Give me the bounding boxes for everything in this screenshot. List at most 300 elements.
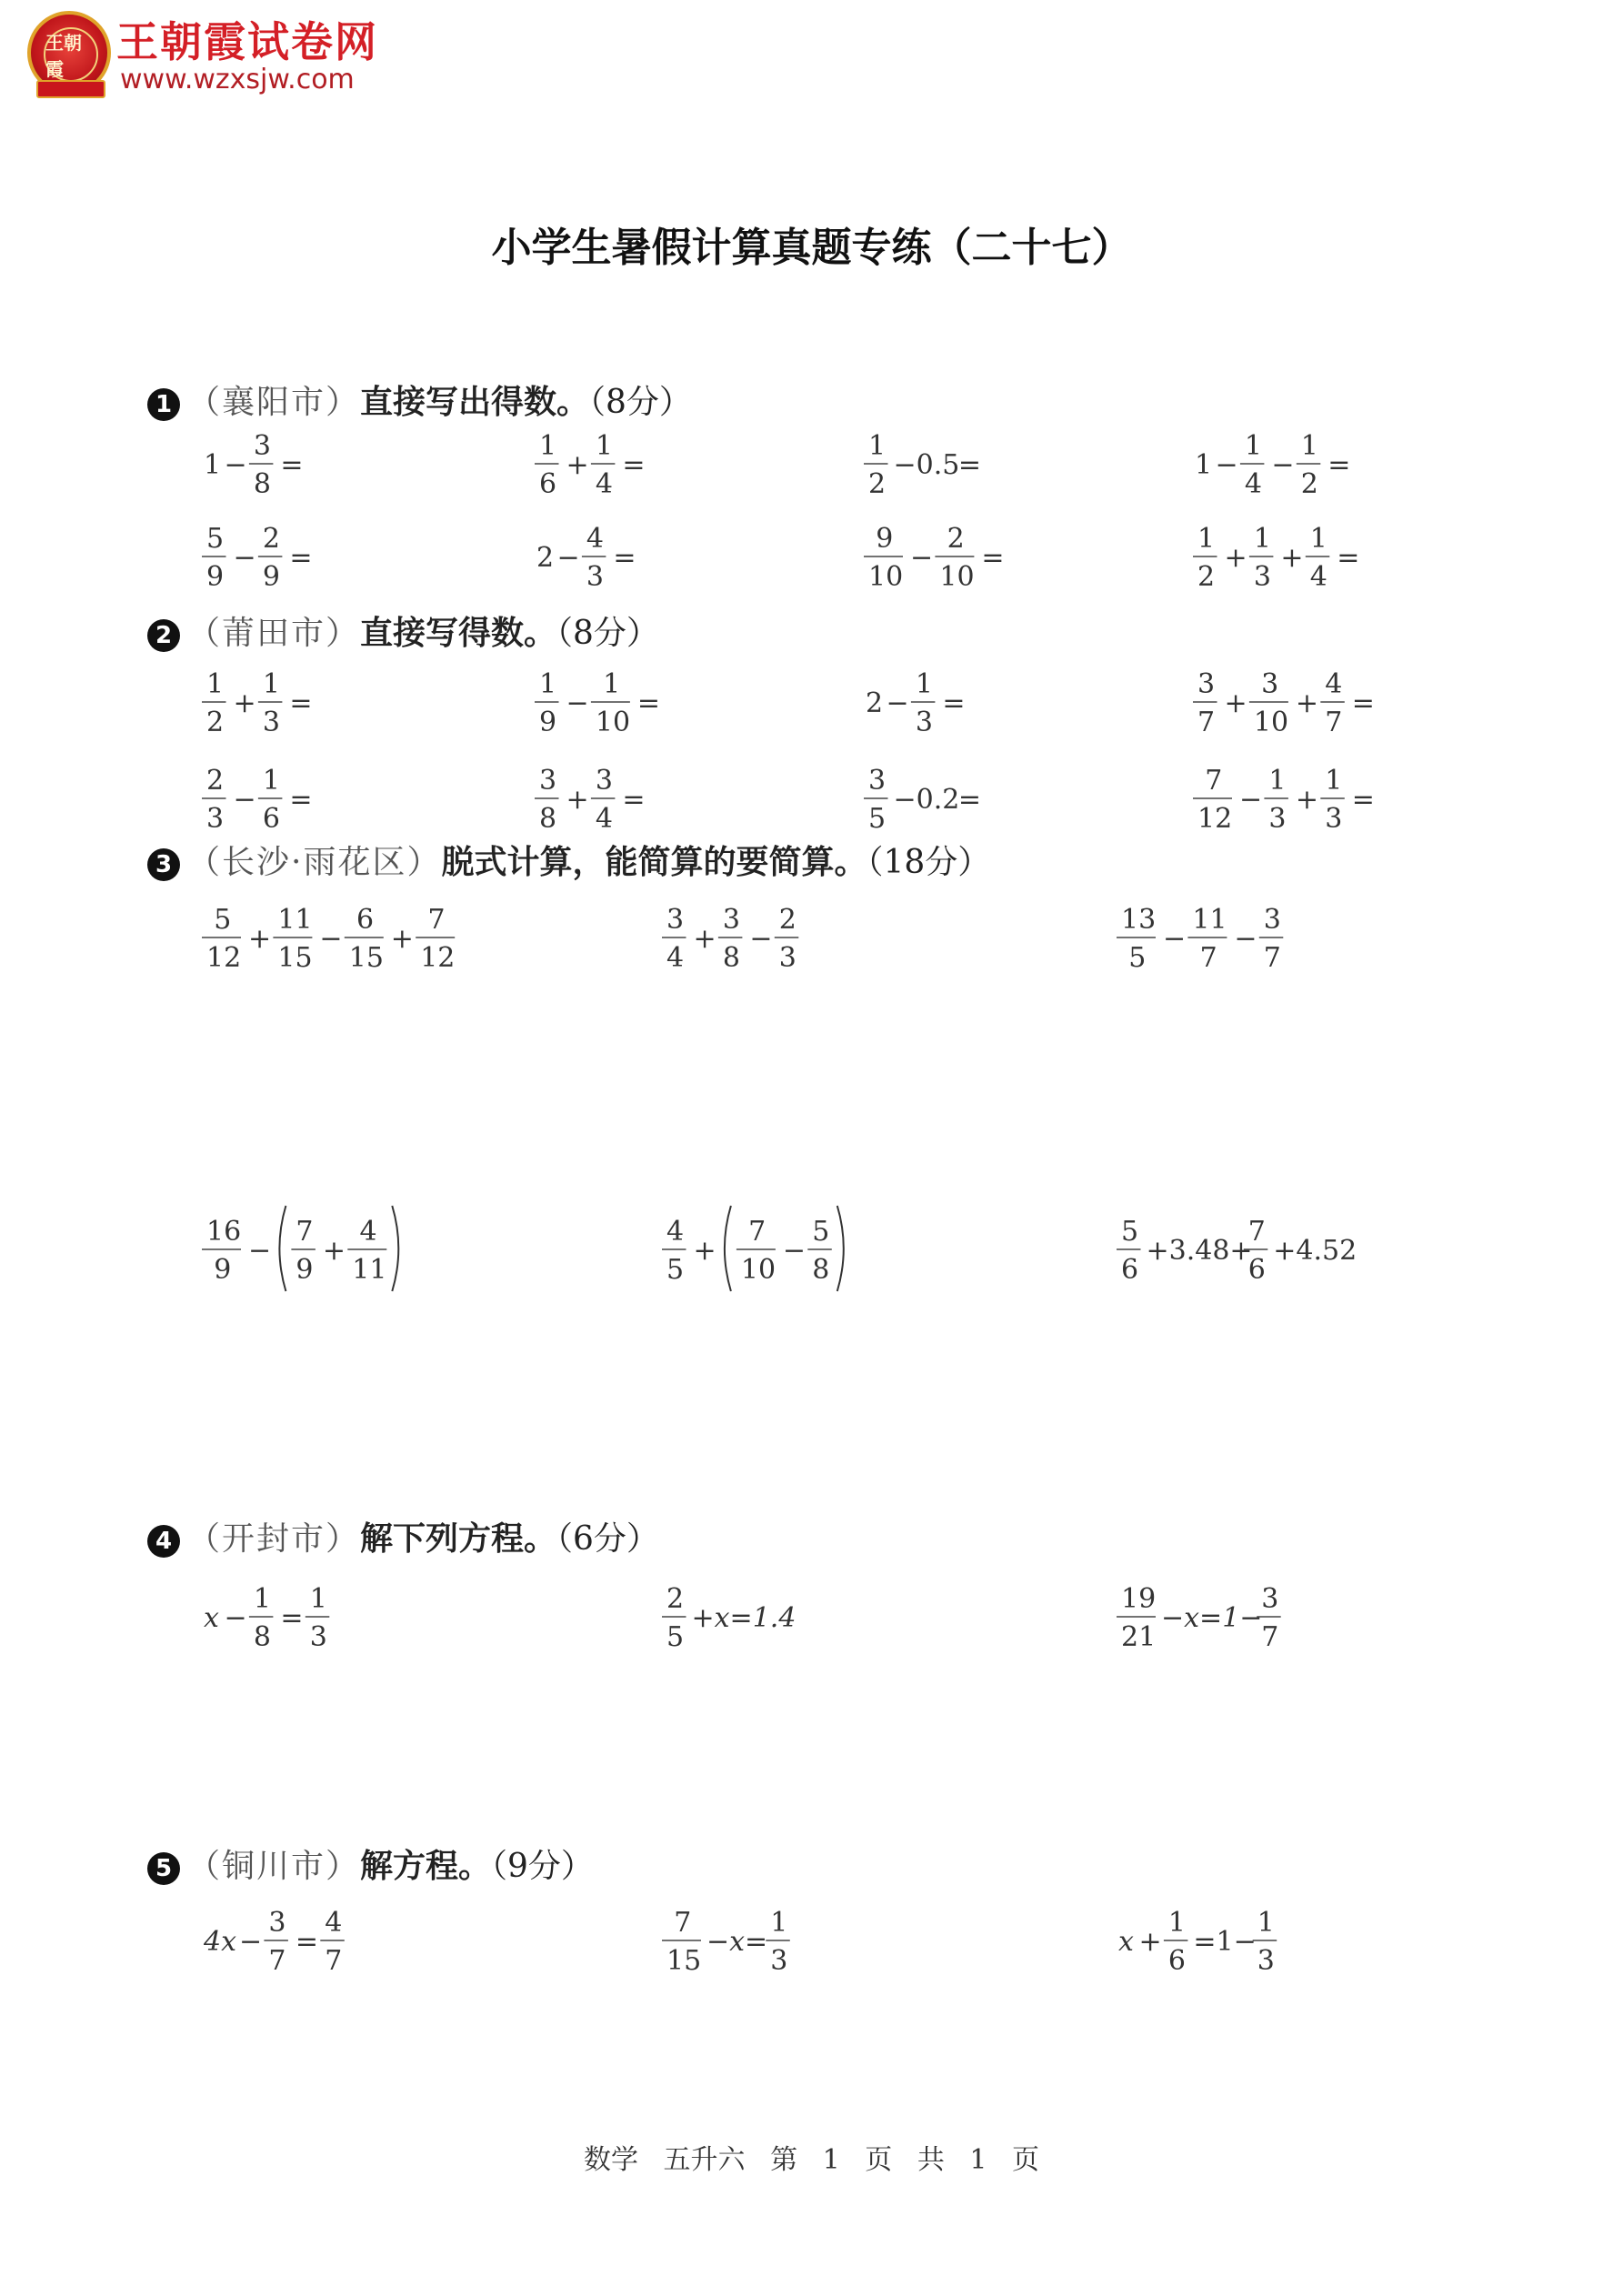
brand-url: www.wzxsjw.com bbox=[120, 64, 355, 95]
fraction bbox=[666, 1216, 684, 1286]
fraction-denominator: 8 bbox=[812, 1254, 830, 1286]
fraction-denominator: 4 bbox=[1309, 561, 1327, 593]
term: 2 bbox=[866, 687, 884, 719]
fraction-numerator: 4 bbox=[586, 523, 604, 555]
equation bbox=[662, 1907, 790, 1977]
operator: + bbox=[1295, 784, 1319, 816]
fraction-denominator: 12 bbox=[420, 942, 456, 974]
fraction bbox=[779, 904, 796, 974]
expression bbox=[864, 430, 981, 500]
fraction bbox=[352, 1216, 386, 1286]
fraction-denominator: 6 bbox=[1167, 1945, 1186, 1977]
term: −x= bbox=[706, 1926, 768, 1958]
fraction-denominator: 4 bbox=[1244, 468, 1262, 500]
fraction bbox=[586, 523, 604, 593]
fraction-denominator: 2 bbox=[1300, 468, 1318, 500]
fraction-numerator: 7 bbox=[427, 904, 446, 936]
fraction bbox=[770, 1907, 787, 1977]
fraction-denominator: 8 bbox=[253, 468, 271, 500]
fraction-denominator: 8 bbox=[539, 803, 557, 835]
fraction-numerator: 1 bbox=[603, 668, 621, 700]
operator: + bbox=[1295, 687, 1319, 719]
footer-subject: 数学 bbox=[584, 2144, 638, 2176]
fraction bbox=[263, 523, 280, 593]
fraction-denominator: 10 bbox=[595, 707, 631, 738]
fraction-numerator: 1 bbox=[1300, 430, 1318, 462]
fraction-denominator: 9 bbox=[296, 1254, 314, 1286]
fraction-numerator: 1 bbox=[770, 1907, 788, 1939]
section-city: （襄阳市） bbox=[187, 384, 361, 421]
operator: = bbox=[295, 1926, 319, 1958]
fraction-numerator: 3 bbox=[268, 1907, 286, 1939]
expression bbox=[864, 523, 1005, 593]
fraction-numerator: 4 bbox=[666, 1216, 685, 1248]
fraction-denominator: 4 bbox=[666, 942, 685, 974]
fraction-numerator: 7 bbox=[296, 1216, 314, 1248]
section-number: 4 bbox=[147, 1525, 180, 1558]
fraction-numerator: 2 bbox=[947, 523, 965, 555]
logo-emblem: 王朝霞 bbox=[44, 27, 98, 82]
expression bbox=[535, 668, 660, 738]
fraction-denominator: 5 bbox=[666, 1254, 685, 1286]
expression bbox=[204, 430, 304, 500]
fraction-numerator: 1 bbox=[1268, 765, 1287, 797]
section-instruction: 解下列方程。 bbox=[360, 1520, 557, 1558]
operator: − bbox=[319, 923, 343, 955]
operator: − bbox=[248, 1235, 272, 1267]
fraction bbox=[723, 904, 740, 974]
fraction-denominator: 4 bbox=[595, 803, 613, 835]
term: +3.48+ bbox=[1146, 1235, 1253, 1267]
fraction-numerator: 1 bbox=[539, 430, 557, 462]
equation bbox=[662, 1583, 796, 1653]
expression bbox=[535, 430, 646, 500]
operator: + bbox=[693, 923, 716, 955]
expression bbox=[202, 668, 313, 738]
fraction-numerator: 1 bbox=[253, 1583, 271, 1615]
operator: = bbox=[1327, 449, 1351, 481]
operator: + bbox=[693, 1235, 716, 1267]
fraction-denominator: 6 bbox=[539, 468, 557, 500]
operator: + bbox=[1224, 687, 1247, 719]
fraction-denominator: 8 bbox=[253, 1621, 271, 1653]
expression bbox=[866, 668, 966, 738]
operator: = bbox=[1337, 542, 1360, 574]
left-paren bbox=[279, 1206, 286, 1291]
section-points: （8分） bbox=[556, 615, 659, 652]
operator: + bbox=[248, 923, 272, 955]
fraction-numerator: 1 bbox=[1197, 523, 1216, 555]
operator: = bbox=[957, 449, 982, 481]
expression bbox=[536, 523, 636, 593]
fraction-numerator: 3 bbox=[595, 765, 613, 797]
operator: + bbox=[1280, 542, 1304, 574]
operator: + bbox=[566, 784, 589, 816]
fraction bbox=[1264, 904, 1281, 974]
fraction-numerator: 1 bbox=[1309, 523, 1327, 555]
fraction-denominator: 7 bbox=[325, 1945, 343, 1977]
fraction-denominator: 10 bbox=[740, 1254, 776, 1286]
fraction bbox=[277, 904, 312, 974]
page-footer bbox=[0, 2137, 1623, 2177]
fraction-numerator: 1 bbox=[206, 668, 225, 700]
expression bbox=[1193, 668, 1375, 738]
fraction bbox=[206, 523, 224, 593]
fraction-numerator: 7 bbox=[1247, 1216, 1266, 1248]
operator: + bbox=[566, 449, 589, 481]
fraction-numerator: 5 bbox=[812, 1216, 830, 1248]
fraction-denominator: 7 bbox=[1261, 1621, 1279, 1653]
fraction bbox=[254, 1583, 271, 1653]
fraction-denominator: 3 bbox=[309, 1621, 327, 1653]
section-city: （铜川市） bbox=[187, 1848, 361, 1885]
section-points: （18分） bbox=[867, 844, 991, 881]
operator: = bbox=[1351, 687, 1375, 719]
fraction-denominator: 7 bbox=[1263, 942, 1281, 974]
fraction-numerator: 7 bbox=[1205, 765, 1223, 797]
fraction bbox=[539, 668, 556, 738]
fraction-numerator: 3 bbox=[1197, 668, 1216, 700]
fraction-numerator: 1 bbox=[262, 765, 280, 797]
operator: = bbox=[289, 542, 313, 574]
fraction-denominator: 7 bbox=[268, 1945, 286, 1977]
fraction-denominator: 15 bbox=[277, 942, 313, 974]
section-city: （长沙·雨花区） bbox=[187, 844, 442, 881]
fraction-numerator: 4 bbox=[325, 1907, 343, 1939]
fraction-denominator: 3 bbox=[262, 707, 280, 738]
equation bbox=[1118, 1907, 1277, 1977]
right-paren bbox=[837, 1206, 844, 1291]
fraction-numerator: 3 bbox=[722, 904, 740, 936]
fraction bbox=[1121, 1216, 1138, 1286]
footer-page: 第 1 页 bbox=[770, 2144, 893, 2176]
equation bbox=[1117, 1583, 1281, 1653]
operator: + bbox=[390, 923, 414, 955]
term: +4.52 bbox=[1273, 1235, 1358, 1267]
term: −x=1− bbox=[1161, 1602, 1263, 1634]
operator: = bbox=[1351, 784, 1375, 816]
operator: = bbox=[280, 449, 304, 481]
fraction-numerator: 2 bbox=[262, 523, 280, 555]
fraction-numerator: 2 bbox=[778, 904, 796, 936]
fraction-denominator: 3 bbox=[770, 1945, 788, 1977]
fraction bbox=[939, 523, 974, 593]
fraction bbox=[1168, 1907, 1186, 1977]
fraction-denominator: 3 bbox=[1325, 803, 1343, 835]
fraction bbox=[1301, 430, 1318, 500]
fraction bbox=[1197, 523, 1215, 593]
fraction bbox=[206, 904, 241, 974]
fraction-numerator: 3 bbox=[1263, 904, 1281, 936]
operator: − bbox=[749, 923, 773, 955]
operator: − bbox=[1163, 923, 1187, 955]
section-instruction: 直接写出得数。 bbox=[360, 384, 590, 421]
fraction bbox=[1245, 430, 1262, 500]
section-city: （开封市） bbox=[187, 1520, 361, 1558]
operator: = bbox=[622, 784, 646, 816]
expression bbox=[1193, 523, 1359, 593]
fraction bbox=[1325, 668, 1342, 738]
operator: = bbox=[981, 542, 1005, 574]
fraction bbox=[666, 904, 684, 974]
fraction bbox=[1192, 904, 1227, 974]
fraction bbox=[916, 668, 933, 738]
fraction-numerator: 2 bbox=[666, 1583, 685, 1615]
fraction-numerator: 11 bbox=[1192, 904, 1227, 936]
fraction bbox=[539, 765, 556, 835]
expression bbox=[202, 904, 455, 974]
operator: = bbox=[289, 687, 313, 719]
fraction-numerator: 1 bbox=[539, 668, 557, 700]
fraction-numerator: 3 bbox=[666, 904, 685, 936]
operator: − bbox=[1215, 449, 1238, 481]
fraction bbox=[1197, 765, 1232, 835]
fraction-denominator: 3 bbox=[586, 561, 604, 593]
operator: − bbox=[224, 1602, 247, 1634]
fraction bbox=[868, 430, 886, 500]
operator: − bbox=[1239, 784, 1263, 816]
fraction-denominator: 7 bbox=[1199, 942, 1217, 974]
fraction bbox=[296, 1216, 313, 1286]
section-number: 5 bbox=[147, 1852, 180, 1885]
fraction-numerator: 19 bbox=[1121, 1583, 1157, 1615]
fraction-denominator: 15 bbox=[666, 1945, 702, 1977]
fraction-numerator: 1 bbox=[868, 430, 887, 462]
fraction-denominator: 10 bbox=[939, 561, 975, 593]
fraction-numerator: 3 bbox=[1261, 668, 1279, 700]
fraction-numerator: 1 bbox=[1257, 1907, 1275, 1939]
fraction bbox=[666, 1583, 684, 1653]
term: −0.2 bbox=[893, 784, 960, 816]
section-instruction: 解方程。 bbox=[360, 1848, 492, 1885]
fraction bbox=[596, 668, 630, 738]
expression bbox=[202, 523, 313, 593]
section-points: （8分） bbox=[589, 384, 692, 421]
fraction bbox=[666, 1907, 701, 1977]
fraction-numerator: 16 bbox=[206, 1216, 242, 1248]
section-instruction: 直接写得数。 bbox=[360, 615, 557, 652]
operator: − bbox=[910, 542, 934, 574]
fraction-numerator: 1 bbox=[915, 668, 933, 700]
fraction bbox=[1261, 1583, 1278, 1653]
fraction bbox=[812, 1216, 829, 1286]
fraction-denominator: 10 bbox=[868, 561, 904, 593]
fraction-numerator: 7 bbox=[748, 1216, 766, 1248]
fraction bbox=[420, 904, 455, 974]
term: −0.5 bbox=[893, 449, 960, 481]
fraction-numerator: 11 bbox=[277, 904, 313, 936]
expression bbox=[662, 904, 798, 974]
operator: − bbox=[1271, 449, 1295, 481]
fraction bbox=[868, 765, 886, 835]
fraction-numerator: 13 bbox=[1121, 904, 1157, 936]
operator: − bbox=[566, 687, 589, 719]
fraction-numerator: 7 bbox=[674, 1907, 692, 1939]
fraction-denominator: 5 bbox=[868, 803, 887, 835]
section-instruction: 脱式计算，能简算的要简算。 bbox=[441, 844, 867, 881]
footer-grade: 五升六 bbox=[663, 2144, 746, 2176]
fraction-denominator: 9 bbox=[539, 707, 557, 738]
fraction bbox=[1121, 904, 1156, 974]
fraction-denominator: 11 bbox=[352, 1254, 387, 1286]
term: +x=1.4 bbox=[691, 1602, 796, 1634]
fraction-denominator: 6 bbox=[1121, 1254, 1139, 1286]
expression bbox=[662, 1206, 844, 1291]
operator: + bbox=[233, 687, 256, 719]
expression bbox=[202, 1206, 398, 1291]
section-number: 3 bbox=[147, 848, 180, 881]
fraction-numerator: 3 bbox=[868, 765, 887, 797]
expression bbox=[864, 765, 981, 835]
fraction bbox=[596, 430, 613, 500]
fraction-numerator: 9 bbox=[876, 523, 894, 555]
fraction-numerator: 1 bbox=[1253, 523, 1271, 555]
fraction bbox=[206, 668, 224, 738]
operator: = bbox=[622, 449, 646, 481]
fraction-numerator: 3 bbox=[253, 430, 271, 462]
fraction-numerator: 1 bbox=[262, 668, 280, 700]
fraction-numerator: 5 bbox=[1121, 1216, 1139, 1248]
term: 1 bbox=[1195, 449, 1213, 481]
expression bbox=[1193, 765, 1375, 835]
fraction bbox=[206, 1216, 241, 1286]
brand-name: 王朝霞试卷网 bbox=[116, 17, 378, 66]
term: x bbox=[204, 1602, 219, 1634]
fraction bbox=[349, 904, 384, 974]
expression bbox=[1117, 904, 1283, 974]
section-points: （9分） bbox=[491, 1848, 594, 1885]
section-points: （6分） bbox=[556, 1520, 659, 1558]
fraction bbox=[310, 1583, 327, 1653]
fraction-denominator: 3 bbox=[1268, 803, 1287, 835]
operator: − bbox=[1234, 923, 1257, 955]
fraction-denominator: 12 bbox=[1197, 803, 1233, 835]
section-number: 2 bbox=[147, 619, 180, 652]
term: 1 bbox=[204, 449, 222, 481]
term: 2 bbox=[536, 542, 555, 574]
expression bbox=[1117, 1216, 1357, 1286]
fraction bbox=[1121, 1583, 1156, 1653]
fraction-numerator: 1 bbox=[1167, 1907, 1186, 1939]
fraction-denominator: 5 bbox=[1128, 942, 1147, 974]
expression bbox=[1195, 430, 1350, 500]
fraction-denominator: 2 bbox=[868, 468, 887, 500]
fraction-denominator: 6 bbox=[1247, 1254, 1266, 1286]
fraction-denominator: 3 bbox=[778, 942, 796, 974]
fraction-denominator: 12 bbox=[206, 942, 242, 974]
fraction-denominator: 3 bbox=[915, 707, 933, 738]
fraction-denominator: 8 bbox=[722, 942, 740, 974]
operator: + bbox=[1138, 1926, 1162, 1958]
fraction bbox=[539, 430, 556, 500]
equation bbox=[204, 1583, 329, 1653]
fraction-numerator: 5 bbox=[214, 904, 232, 936]
fraction-denominator: 3 bbox=[1253, 561, 1271, 593]
fraction bbox=[268, 1907, 286, 1977]
fraction bbox=[596, 765, 613, 835]
fraction bbox=[1197, 668, 1215, 738]
fraction-numerator: 1 bbox=[309, 1583, 327, 1615]
operator: + bbox=[1224, 542, 1247, 574]
fraction bbox=[325, 1907, 342, 1977]
fraction-denominator: 7 bbox=[1197, 707, 1216, 738]
fraction-numerator: 1 bbox=[595, 430, 613, 462]
operator: = bbox=[942, 687, 966, 719]
fraction-numerator: 4 bbox=[1325, 668, 1343, 700]
page-title: 小学生暑假计算真题专练（二十七） bbox=[491, 225, 1132, 271]
left-paren bbox=[725, 1206, 731, 1291]
fraction-numerator: 6 bbox=[356, 904, 375, 936]
section-city: （莆田市） bbox=[187, 615, 361, 652]
operator: = bbox=[613, 542, 636, 574]
fraction-denominator: 10 bbox=[1253, 707, 1289, 738]
fraction-denominator: 15 bbox=[348, 942, 384, 974]
expression bbox=[202, 765, 313, 835]
fraction bbox=[1325, 765, 1342, 835]
right-paren bbox=[392, 1206, 398, 1291]
operator: = bbox=[280, 1602, 304, 1634]
fraction bbox=[1268, 765, 1286, 835]
fraction-numerator: 4 bbox=[359, 1216, 377, 1248]
fraction-numerator: 5 bbox=[206, 523, 225, 555]
fraction bbox=[263, 668, 280, 738]
operator: − bbox=[886, 687, 909, 719]
operator: − bbox=[233, 784, 256, 816]
fraction-denominator: 9 bbox=[206, 561, 225, 593]
equation bbox=[203, 1907, 345, 1977]
fraction-numerator: 3 bbox=[1261, 1583, 1279, 1615]
fraction bbox=[263, 765, 280, 835]
fraction-denominator: 2 bbox=[1197, 561, 1216, 593]
fraction-denominator: 5 bbox=[666, 1621, 685, 1653]
fraction-denominator: 21 bbox=[1121, 1621, 1157, 1653]
footer-total: 共 1 页 bbox=[917, 2144, 1039, 2176]
fraction-denominator: 3 bbox=[1257, 1945, 1275, 1977]
operator: − bbox=[556, 542, 580, 574]
operator: − bbox=[239, 1926, 263, 1958]
fraction bbox=[1254, 523, 1271, 593]
term: 4x bbox=[204, 1926, 237, 1958]
operator: + bbox=[322, 1235, 346, 1267]
fraction bbox=[1254, 668, 1288, 738]
fraction bbox=[1257, 1907, 1275, 1977]
fraction-denominator: 6 bbox=[262, 803, 280, 835]
fraction-denominator: 9 bbox=[262, 561, 280, 593]
section-number: 1 bbox=[147, 388, 180, 421]
operator: = bbox=[289, 784, 313, 816]
operator: − bbox=[224, 449, 247, 481]
term: x bbox=[1118, 1926, 1134, 1958]
operator: − bbox=[782, 1235, 806, 1267]
fraction-denominator: 4 bbox=[595, 468, 613, 500]
expression bbox=[535, 765, 646, 835]
fraction-numerator: 2 bbox=[206, 765, 225, 797]
fraction bbox=[1310, 523, 1327, 593]
fraction bbox=[868, 523, 903, 593]
fraction-numerator: 1 bbox=[1325, 765, 1343, 797]
fraction-numerator: 3 bbox=[539, 765, 557, 797]
fraction-denominator: 2 bbox=[206, 707, 225, 738]
operator: = bbox=[636, 687, 661, 719]
fraction-denominator: 7 bbox=[1325, 707, 1343, 738]
fraction-numerator: 1 bbox=[1244, 430, 1262, 462]
operator: − bbox=[233, 542, 256, 574]
operator: = bbox=[957, 784, 982, 816]
fraction bbox=[206, 765, 224, 835]
fraction-denominator: 3 bbox=[206, 803, 225, 835]
fraction bbox=[741, 1216, 776, 1286]
fraction bbox=[254, 430, 271, 500]
